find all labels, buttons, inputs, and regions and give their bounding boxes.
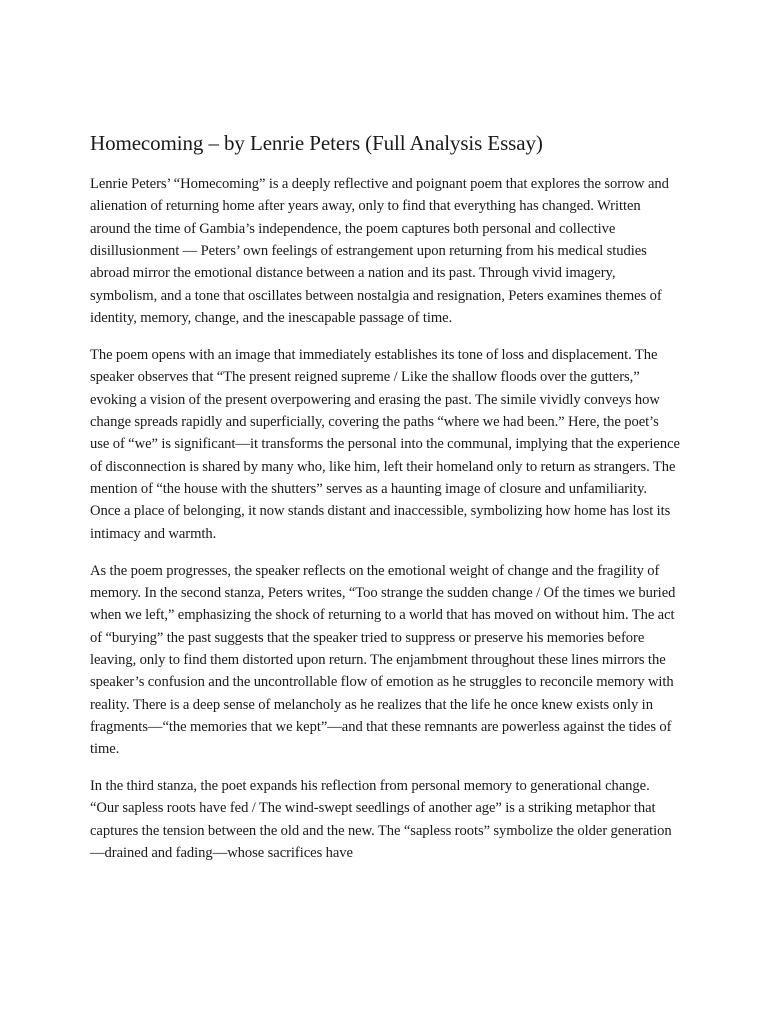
document-body [90, 173, 680, 879]
paragraph-4: In the third stanza, the poet expands his reflection from personal memory to generational change. “Our sapless roots have fed / The wind-swept seedlings of another age” is a striking metaphor that captures the tension between the old and the new. The “sapless roots” symbolize the older generation—drained and fading—whose sacrifices have [90, 778, 672, 862]
paragraph-2: The poem opens with an image that immediately establishes its tone of loss and displacement. The speaker observes that “The present reigned supreme / Like the shallow floods over the gutters,” evoking a vision of the present overpowering and erasing the past. The simile vividly conveys how change spreads rapidly and superficially, covering the paths “where we had been.” Here, the poet’s use of “we” is significant—it transforms the personal into the communal, implying that the experience of disconnection is shared by many who, like him, left their homeland only to return as strangers. The mention of “the house with the shutters” serves as a haunting image of closure and unfamiliarity. Once a place of belonging, it now stands distant and inaccessible, symbolizing how home has lost its intimacy and warmth. [90, 346, 680, 542]
paragraph-3: As the poem progresses, the speaker reflects on the emotional weight of change and the fragility of memory. In the second stanza, Peters writes, “Too strange the sudden change / Of the times we buried when we left,” emphasizing the shock of returning to a world that has moved on without him. The act of “burying” the past suggests that the speaker tried to suppress or preserve his memories before leaving, only to find them distorted upon return. The enjambment throughout these lines mirrors the speaker’s confusion and the uncontrollable flow of emotion as he struggles to reconcile memory with reality. There is a deep sense of melancholy as he realizes that the life he once knew exists only in fragments—“the memories that we kept”—and that these remnants are powerless against the tides of time. [90, 562, 676, 758]
document-title: Homecoming – by Lenrie Peters (Full Analysis Essay) [90, 131, 543, 155]
paragraph-1: Lenrie Peters’ “Homecoming” is a deeply reflective and poignant poem that explores the sorrow and alienation of returning home after years away, only to find that everything has changed. Written around the time of Gambia’s independence, the poem captures both personal and collective disillusionment — Peters’ own feelings of estrangement upon returning from his medical studies abroad mirror the emotional distance between a nation and its past. Through vivid imagery, symbolism, and a tone that oscillates between nostalgia and resignation, Peters examines themes of identity, memory, change, and the inescapable passage of time. [90, 176, 669, 327]
